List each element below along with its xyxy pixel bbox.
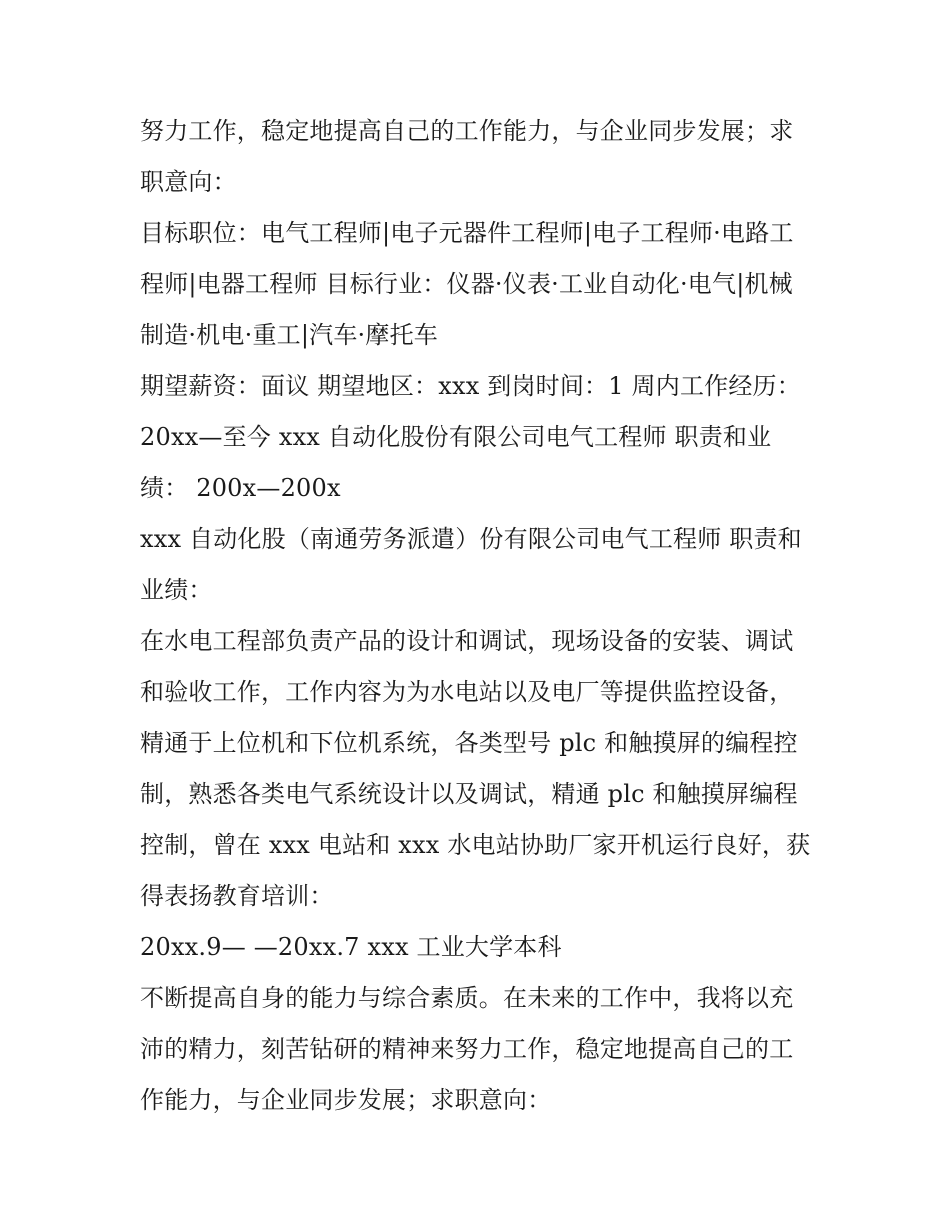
text-line: 控制，曾在 xxx 电站和 xxx 水电站协助厂家开机运行良好，获 [140,831,811,859]
text-line: 职意向： [140,168,237,196]
text-line: 沛的精力，刻苦钻研的精神来努力工作，稳定地提高自己的工 [140,1035,794,1063]
text-line: 20xx—至今 xxx 自动化股份有限公司电气工程师 职责和业 [140,423,772,451]
text-line: 绩： 200x—200x [140,474,341,502]
text-line: 努力工作，稳定地提高自己的工作能力，与企业同步发展；求 [140,117,794,145]
text-line: 制，熟悉各类电气系统设计以及调试，精通 plc 和触摸屏编程 [140,780,798,808]
text-line: 在水电工程部负责产品的设计和调试，现场设备的安装、调试 [140,627,794,655]
text-line: 得表扬教育培训： [140,882,334,910]
text-line: xxx 自动化股（南通劳务派遣）份有限公司电气工程师 职责和 [140,525,802,553]
document-body [140,106,820,1126]
text-line: 不断提高自身的能力与综合素质。在未来的工作中，我将以充 [140,984,794,1012]
text-line: 制造·机电·重工|汽车·摩托车 [140,321,438,349]
text-line: 业绩： [140,576,213,604]
text-line: 精通于上位机和下位机系统，各类型号 plc 和触摸屏的编程控 [140,729,798,757]
text-line: 和验收工作，工作内容为为水电站以及电厂等提供监控设备， [140,678,794,706]
text-line: 程师|电器工程师 目标行业：仪器·仪表·工业自动化·电气|机械 [140,270,793,298]
text-line: 目标职位：电气工程师|电子元器件工程师|电子工程师·电路工 [140,219,794,247]
text-line: 作能力，与企业同步发展；求职意向： [140,1086,552,1114]
text-line: 期望薪资：面议 期望地区：xxx 到岗时间：1 周内工作经历： [140,372,801,400]
text-line: 20xx.9— —20xx.7 xxx 工业大学本科 [140,933,562,961]
